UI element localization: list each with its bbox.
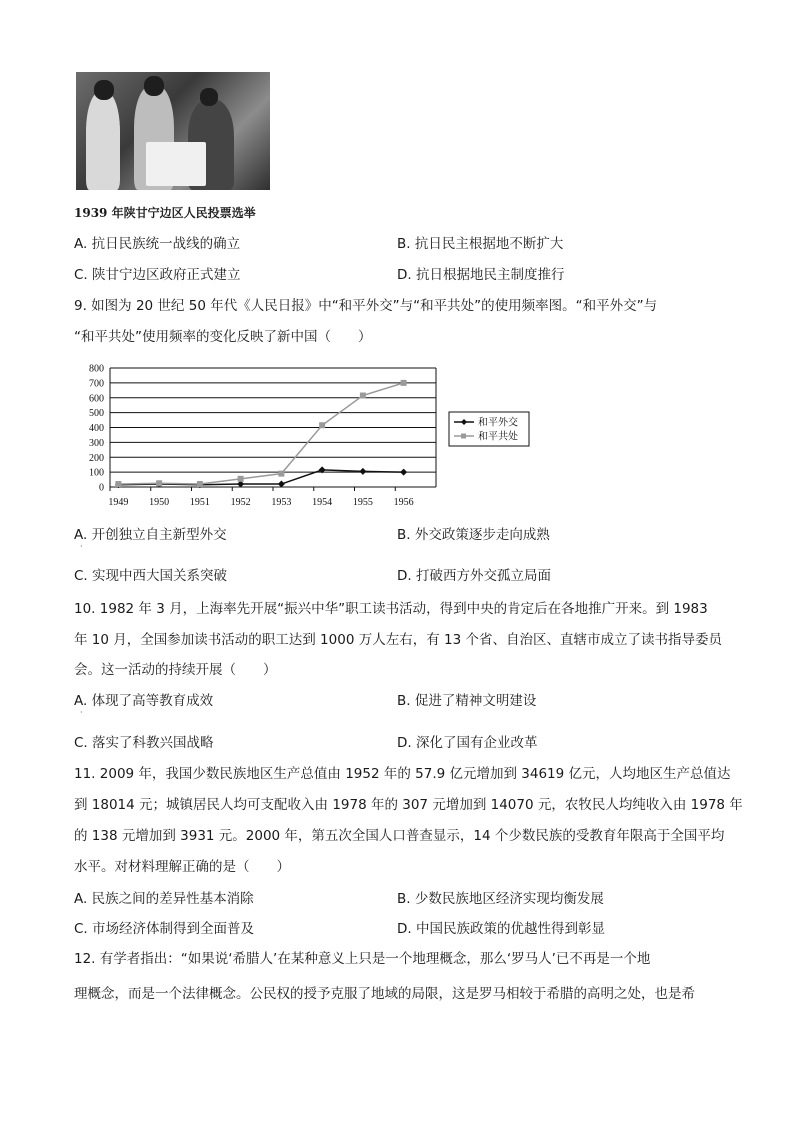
y-tick-label: 500 — [89, 408, 104, 420]
x-tick-label: 1952 — [230, 497, 251, 508]
series-point — [319, 422, 325, 428]
q8-option-c[interactable]: C. 陕甘宁边区政府正式建立 — [74, 267, 241, 283]
x-tick-label: 1955 — [352, 497, 373, 508]
frequency-chart — [76, 360, 536, 520]
q10-option-c[interactable]: C. 落实了科教兴国战略 — [74, 735, 214, 751]
y-tick-label: 0 — [99, 482, 104, 494]
series-point — [115, 481, 121, 487]
q11-option-b[interactable]: B. 少数民族地区经济实现均衡发展 — [397, 891, 604, 907]
q10-stem-line2: 年 10 月，全国参加读书活动的职工达到 1000 万人左右，有 13 个省、自治区、直辖市成立了读书指导委员 — [74, 632, 722, 648]
series-point — [197, 481, 203, 487]
q10-option-a[interactable]: A. 体现了高等教育成效 — [74, 693, 214, 709]
q12-stem-line2: 理概念，而是一个法律概念。公民权的授予克服了地域的局限，这是罗马相较于希腊的高明之处，也是希 — [74, 986, 695, 1002]
x-tick-label: 1954 — [312, 497, 333, 508]
series-point — [156, 480, 162, 486]
series-point — [238, 476, 244, 482]
election-photo — [76, 72, 270, 190]
q10-stem-line3: 会。这一活动的持续开展（ ） — [74, 662, 277, 678]
photo-caption: 1939 年陕甘宁边区人民投票选举 — [74, 206, 256, 220]
q9-stem-line2: “和平共处”使用频率的变化反映了新中国（ ） — [74, 329, 372, 345]
q12-stem-line1: 12. 有学者指出：“如果说‘希腊人’在某种意义上只是一个地理概念，那么‘罗马人’已不再是一个地 — [74, 951, 651, 967]
q11-stem-line1: 11. 2009 年，我国少数民族地区生产总值由 1952 年的 57.9 亿元增加到 34619 亿元，人均地区生产总值达 — [74, 766, 731, 782]
series-point — [400, 469, 407, 476]
chart-grid — [110, 368, 436, 487]
legend-label: 和平共处 — [478, 431, 518, 443]
q10-option-b[interactable]: B. 促进了精神文明建设 — [397, 693, 537, 709]
decor-dot: · — [80, 708, 83, 717]
series-point — [360, 393, 366, 399]
q10-stem-line1: 10. 1982 年 3 月，上海率先开展“振兴中华”职工读书活动，得到中央的肯定后在各地推广开来。到 1983 — [74, 601, 708, 617]
x-tick-label: 1951 — [189, 497, 210, 508]
y-tick-label: 400 — [89, 423, 104, 434]
q11-stem-line3: 的 138 元增加到 3931 元。2000 年，第五次全国人口普查显示，14 个少数民族的受教育年限高于全国平均 — [74, 828, 725, 844]
series-point — [359, 468, 366, 475]
series-point — [401, 380, 407, 386]
q8-option-b[interactable]: B. 抗日民主根据地不断扩大 — [397, 236, 564, 252]
chart-axes — [89, 364, 436, 509]
q11-stem-line2: 到 18014 元；城镇居民人均可支配收入由 1978 年的 307 元增加到 14070 元，农牧民人均纯收入由 1978 年 — [74, 797, 743, 813]
y-tick-label: 200 — [89, 452, 104, 464]
q11-option-d[interactable]: D. 中国民族政策的优越性得到彰显 — [397, 921, 605, 937]
x-tick-label: 1956 — [393, 497, 414, 508]
y-tick-label: 300 — [89, 437, 104, 449]
q9-option-b[interactable]: B. 外交政策逐步走向成熟 — [397, 527, 550, 543]
y-tick-label: 700 — [89, 378, 104, 390]
q8-option-a[interactable]: A. 抗日民族统一战线的确立 — [74, 236, 241, 252]
q9-option-c[interactable]: C. 实现中西大国关系突破 — [74, 568, 228, 584]
legend-marker — [461, 434, 466, 439]
q11-option-a[interactable]: A. 民族之间的差异性基本消除 — [74, 891, 254, 907]
q11-stem-line4: 水平。对材料理解正确的是（ ） — [74, 859, 290, 875]
y-tick-label: 100 — [89, 467, 104, 479]
y-tick-label: 600 — [89, 393, 104, 405]
q9-option-d[interactable]: D. 打破西方外交孤立局面 — [397, 568, 551, 584]
y-tick-label: 800 — [89, 363, 104, 375]
series-point — [278, 471, 284, 477]
legend-label: 和平外交 — [478, 417, 518, 429]
q11-option-c[interactable]: C. 市场经济体制得到全面普及 — [74, 921, 255, 937]
x-tick-label: 1950 — [149, 497, 170, 508]
decor-dot: · — [80, 542, 83, 551]
x-tick-label: 1953 — [271, 497, 292, 508]
x-tick-label: 1949 — [108, 497, 129, 508]
chart-legend — [449, 412, 529, 446]
q10-option-d[interactable]: D. 深化了国有企业改革 — [397, 735, 538, 751]
q9-option-a[interactable]: A. 开创独立自主新型外交 — [74, 527, 227, 543]
q8-option-d[interactable]: D. 抗日根据地民主制度推行 — [397, 267, 565, 283]
q9-stem-line1: 9. 如图为 20 世纪 50 年代《人民日报》中“和平外交”与“和平共处”的使用频率图。“和平外交”与 — [74, 298, 658, 314]
series-point — [278, 481, 285, 488]
